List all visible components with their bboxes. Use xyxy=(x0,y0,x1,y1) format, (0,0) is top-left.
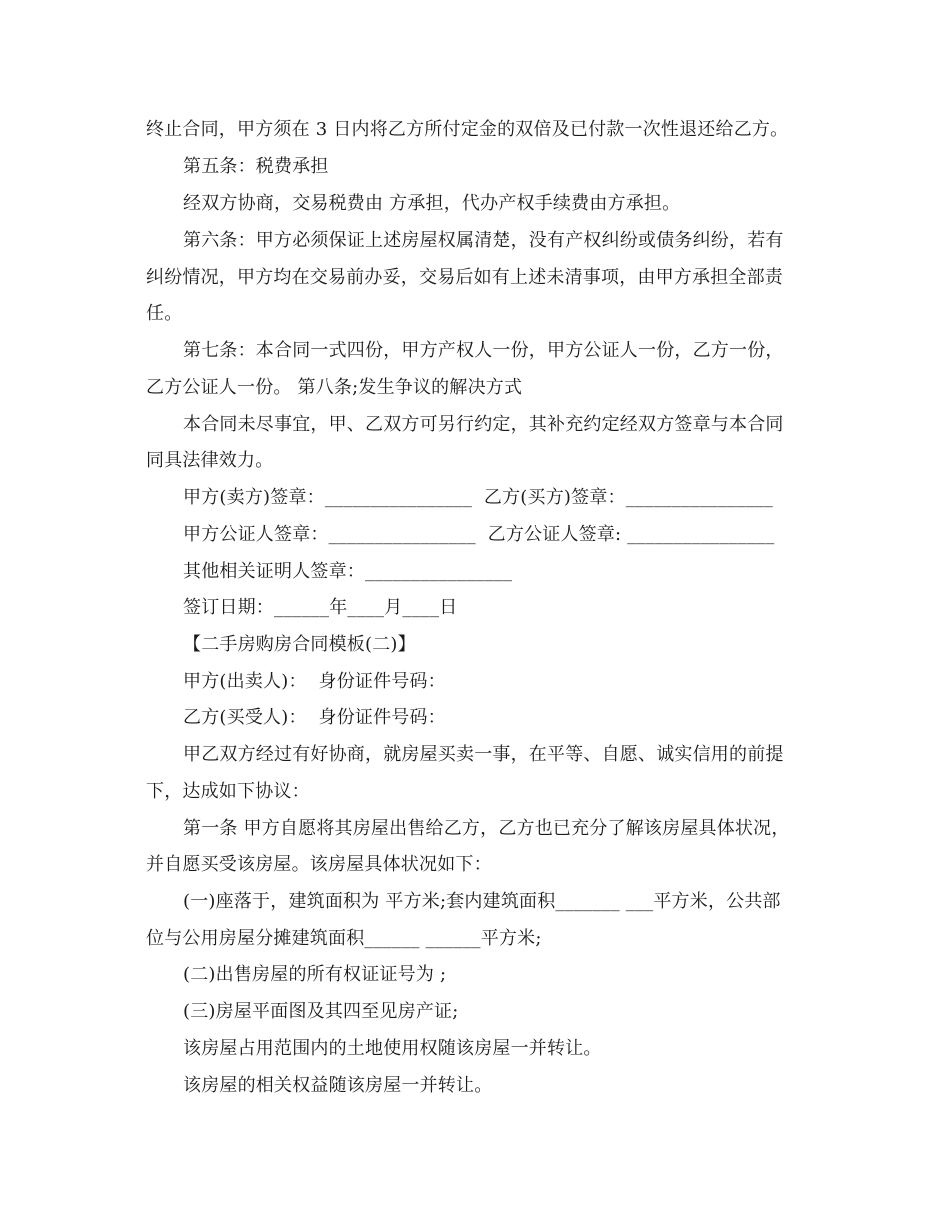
paragraph-line: (三)房屋平面图及其四至见房产证; xyxy=(183,1001,459,1022)
signature-line: 甲方公证人签章：________________ 乙方公证人签章: ________________ xyxy=(183,524,775,545)
paragraph-line: 该房屋占用范围内的土地使用权随该房屋一并转让。 xyxy=(183,1038,602,1059)
paragraph-line: 该房屋的相关权益随该房屋一并转让。 xyxy=(183,1075,493,1096)
article-heading: 第五条：税费承担 xyxy=(183,156,329,177)
paragraph-line: 经双方协商，交易税费由 方承担，代办产权手续费由方承担。 xyxy=(183,193,681,214)
paragraph-line: 本合同未尽事宜，甲、乙双方可另行约定，其补充约定经双方签章与本合同 xyxy=(183,414,784,435)
paragraph-line: 终止合同，甲方须在 3 日内将乙方所付定金的双倍及已付款一次性退还给乙方。 xyxy=(146,119,789,140)
signing-date-line: 签订日期：______年____月____日 xyxy=(183,597,458,618)
paragraph-line: 甲乙双方经过有好协商，就房屋买卖一事，在平等、自愿、诚实信用的前提 xyxy=(183,744,784,765)
party-line: 甲方(出卖人)： 身份证件号码： xyxy=(183,671,446,692)
party-line: 乙方(买受人)： 身份证件号码： xyxy=(183,707,446,728)
paragraph-line: 第一条 甲方自愿将其房屋出售给乙方，乙方也已充分了解该房屋具体状况， xyxy=(183,818,790,839)
paragraph-line: 第六条：甲方必须保证上述房屋权属清楚，没有产权纠纷或债务纠纷，若有 xyxy=(183,230,784,251)
paragraph-line: 第七条：本合同一式四份，甲方产权人一份，甲方公证人一份，乙方一份， xyxy=(183,340,784,361)
paragraph-line: (二)出售房屋的所有权证证号为 ; xyxy=(183,964,447,985)
signature-line: 甲方(卖方)签章：________________ 乙方(买方)签章：________________ xyxy=(183,487,773,508)
signature-line: 其他相关证明人签章：________________ xyxy=(183,561,513,582)
paragraph-line: 纠纷情况，甲方均在交易前办妥，交易后如有上述未清事项，由甲方承担全部责 xyxy=(146,267,783,288)
paragraph-line: 下，达成如下协议： xyxy=(146,781,310,802)
paragraph-line: 同具法律效力。 xyxy=(146,450,274,471)
paragraph-line: 并自愿买受该房屋。该房屋具体状况如下： xyxy=(146,854,492,875)
paragraph-line: (一)座落于，建筑面积为 平方米;套内建筑面积_______ ___平方米，公共部 xyxy=(183,891,781,912)
paragraph-line: 位与公用房屋分摊建筑面积______ ______平方米; xyxy=(146,928,542,949)
section-title: 【二手房购房合同模板(二)】 xyxy=(183,634,416,655)
paragraph-line: 任。 xyxy=(146,303,183,324)
paragraph-line: 乙方公证人一份。 第八条;发生争议的解决方式 xyxy=(146,377,523,398)
